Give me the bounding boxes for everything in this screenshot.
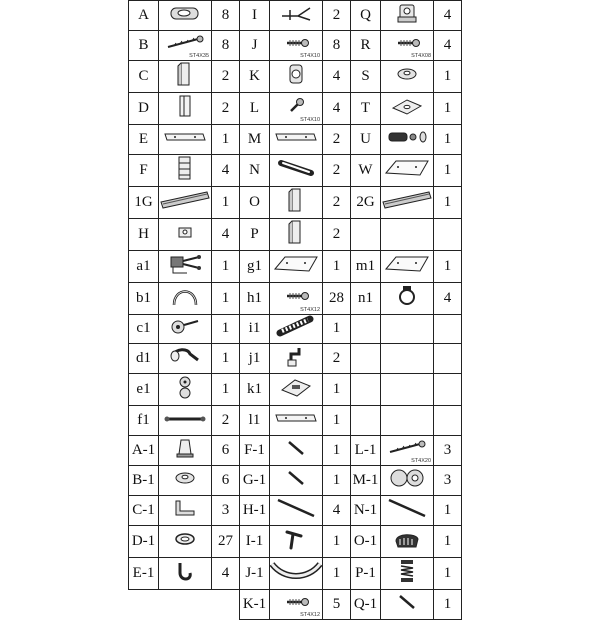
parts-row	[129, 590, 462, 620]
part-code: ST4X12	[300, 611, 320, 618]
part-illustration	[381, 558, 434, 590]
part-quantity: 1	[212, 344, 240, 374]
empty-cell	[351, 374, 381, 406]
part-code: ST4X10	[300, 52, 320, 59]
empty-cell	[351, 218, 381, 250]
part-quantity: 6	[212, 466, 240, 496]
part-label: C	[129, 60, 159, 92]
clip-icon	[270, 2, 322, 29]
part-quantity: 2	[323, 1, 351, 31]
part-code: ST4X20	[411, 458, 431, 465]
part-label: b1	[129, 282, 159, 314]
part-illustration	[270, 526, 323, 558]
part-illustration	[270, 250, 323, 282]
part-quantity: 1	[434, 590, 462, 620]
elbow-bracket-icon	[270, 344, 322, 373]
rail-icon	[159, 188, 211, 217]
part-quantity: 8	[212, 1, 240, 31]
parts-list-table	[128, 0, 462, 620]
part-label: Q-1	[351, 590, 381, 620]
part-label: N-1	[351, 496, 381, 526]
part-quantity: 1	[434, 124, 462, 154]
angle-bracket-icon	[159, 497, 211, 524]
part-quantity: 1	[212, 374, 240, 406]
part-illustration	[270, 496, 323, 526]
parts-row	[129, 250, 462, 282]
ring-clip-icon	[159, 531, 211, 552]
part-label: Q	[351, 1, 381, 31]
roller-icon	[270, 62, 322, 91]
foot-icon	[159, 436, 211, 465]
empty-cell	[381, 344, 434, 374]
empty-cell	[381, 406, 434, 436]
part-quantity: 2	[212, 60, 240, 92]
pin-icon	[270, 438, 322, 463]
part-illustration	[159, 344, 212, 374]
pin-icon	[381, 592, 433, 617]
part-quantity: 8	[323, 31, 351, 61]
part-label: i1	[240, 314, 270, 344]
part-quantity: 1	[323, 374, 351, 406]
part-quantity: 1	[434, 526, 462, 558]
valve-set-icon	[159, 251, 211, 282]
part-illustration	[381, 31, 434, 61]
part-quantity: 1	[434, 558, 462, 590]
part-quantity: 4	[212, 154, 240, 186]
part-illustration	[270, 154, 323, 186]
part-label: A-1	[129, 436, 159, 466]
part-label: j1	[240, 344, 270, 374]
part-label: F	[129, 154, 159, 186]
part-quantity: 1	[323, 406, 351, 436]
part-label: U	[351, 124, 381, 154]
parts-row	[129, 186, 462, 218]
part-quantity: 4	[323, 92, 351, 124]
part-label: H-1	[240, 496, 270, 526]
part-quantity: 2	[323, 124, 351, 154]
part-quantity: 4	[212, 558, 240, 590]
part-illustration	[270, 60, 323, 92]
t-wrench-icon	[270, 526, 322, 557]
glass-panel-icon	[381, 157, 433, 184]
part-quantity: 4	[434, 282, 462, 314]
part-illustration	[381, 526, 434, 558]
part-quantity: 1	[323, 526, 351, 558]
part-illustration	[381, 124, 434, 154]
flat-strip-icon	[159, 130, 211, 149]
part-quantity: 3	[434, 466, 462, 496]
part-label: K-1	[240, 590, 270, 620]
part-label: f1	[129, 406, 159, 436]
part-illustration	[381, 1, 434, 31]
part-quantity: 6	[212, 436, 240, 466]
part-quantity: 27	[212, 526, 240, 558]
wall-profile-icon	[159, 61, 211, 92]
part-illustration	[270, 558, 323, 590]
part-label: M	[240, 124, 270, 154]
part-quantity: 1	[323, 558, 351, 590]
part-label: F-1	[240, 436, 270, 466]
part-quantity: 1	[212, 186, 240, 218]
empty-cell	[434, 218, 462, 250]
wall-outlet-icon	[159, 315, 211, 342]
part-quantity: 4	[323, 496, 351, 526]
part-label: E	[129, 124, 159, 154]
parts-row	[129, 374, 462, 406]
part-illustration	[381, 496, 434, 526]
handle-bar-icon	[270, 159, 322, 182]
part-illustration	[159, 1, 212, 31]
part-quantity: 4	[212, 218, 240, 250]
part-illustration	[159, 92, 212, 124]
part-illustration	[381, 466, 434, 496]
part-illustration	[270, 124, 323, 154]
part-quantity: 4	[434, 1, 462, 31]
part-quantity: 1	[434, 154, 462, 186]
soap-holder-icon	[381, 527, 433, 556]
part-quantity: 1	[323, 466, 351, 496]
part-illustration	[159, 31, 212, 61]
empty-cell	[351, 314, 381, 344]
empty-cell	[381, 218, 434, 250]
part-quantity: 1	[434, 60, 462, 92]
part-illustration	[159, 526, 212, 558]
bracket-cap-icon	[159, 2, 211, 29]
part-label: B-1	[129, 466, 159, 496]
part-code: ST4X12	[300, 306, 320, 313]
hose-icon	[159, 283, 211, 314]
parts-row	[129, 466, 462, 496]
curved-track-icon	[270, 558, 322, 589]
part-quantity: 28	[323, 282, 351, 314]
part-quantity: 1	[434, 92, 462, 124]
mount-block-icon	[381, 1, 433, 30]
empty-cell	[351, 344, 381, 374]
part-illustration	[381, 60, 434, 92]
part-illustration	[270, 314, 323, 344]
part-label: P	[240, 218, 270, 250]
part-label: n1	[351, 282, 381, 314]
part-label: h1	[240, 282, 270, 314]
part-label: J-1	[240, 558, 270, 590]
part-label: O	[240, 186, 270, 218]
part-illustration	[381, 92, 434, 124]
parts-row	[129, 154, 462, 186]
slider-plate-icon	[270, 376, 322, 403]
part-illustration	[159, 496, 212, 526]
mesh-tube-icon	[270, 315, 322, 342]
empty-cell	[159, 590, 212, 620]
part-illustration	[381, 186, 434, 218]
part-quantity: 2	[323, 344, 351, 374]
part-label: G-1	[240, 466, 270, 496]
hook-icon	[159, 559, 211, 588]
part-label: a1	[129, 250, 159, 282]
part-label: d1	[129, 344, 159, 374]
part-illustration	[381, 250, 434, 282]
parts-row	[129, 496, 462, 526]
magnet-strip-icon	[159, 155, 211, 186]
parts-row	[129, 124, 462, 154]
empty-cell	[434, 314, 462, 344]
part-quantity: 4	[323, 60, 351, 92]
part-illustration	[381, 590, 434, 620]
part-illustration	[270, 344, 323, 374]
knobs-icon	[159, 374, 211, 405]
part-label: 2G	[351, 186, 381, 218]
pipe-clamp-icon	[381, 284, 433, 313]
parts-row	[129, 526, 462, 558]
flat-strip-icon	[270, 411, 322, 430]
part-label: k1	[240, 374, 270, 406]
part-label: J	[240, 31, 270, 61]
part-quantity: 1	[212, 124, 240, 154]
part-quantity: 2	[212, 92, 240, 124]
glass-panel-icon	[270, 253, 322, 280]
part-illustration	[270, 466, 323, 496]
part-label: I-1	[240, 526, 270, 558]
part-quantity: 8	[212, 31, 240, 61]
part-quantity: 2	[323, 218, 351, 250]
part-illustration	[159, 60, 212, 92]
empty-cell	[434, 406, 462, 436]
washer-disc-icon	[381, 65, 433, 88]
parts-row	[129, 31, 462, 61]
part-label: L	[240, 92, 270, 124]
spring-stack-icon	[381, 558, 433, 589]
part-quantity: 1	[434, 250, 462, 282]
washer-disc-icon	[159, 469, 211, 492]
part-illustration	[270, 436, 323, 466]
empty-cell	[434, 344, 462, 374]
part-label: m1	[351, 250, 381, 282]
part-illustration	[270, 406, 323, 436]
corner-post-icon	[270, 219, 322, 250]
part-illustration	[159, 436, 212, 466]
part-label: O-1	[351, 526, 381, 558]
part-label: P-1	[351, 558, 381, 590]
part-illustration	[159, 406, 212, 436]
part-label: g1	[240, 250, 270, 282]
cap-pair-icon	[381, 466, 433, 495]
part-code: ST4X10	[300, 116, 320, 123]
part-quantity: 5	[323, 590, 351, 620]
slide-rod-icon	[159, 412, 211, 430]
parts-row	[129, 558, 462, 590]
part-quantity: 2	[212, 406, 240, 436]
long-rod-icon	[381, 496, 433, 525]
parts-row	[129, 436, 462, 466]
part-quantity: 2	[323, 154, 351, 186]
part-quantity: 1	[323, 436, 351, 466]
part-label: D	[129, 92, 159, 124]
part-quantity: 1	[434, 496, 462, 526]
part-illustration	[270, 590, 323, 620]
part-illustration	[270, 282, 323, 314]
part-label: B	[129, 31, 159, 61]
parts-row	[129, 282, 462, 314]
part-label: D-1	[129, 526, 159, 558]
part-label: H	[129, 218, 159, 250]
part-label: 1G	[129, 186, 159, 218]
part-illustration	[159, 314, 212, 344]
part-illustration	[270, 1, 323, 31]
parts-row	[129, 1, 462, 31]
part-quantity: 3	[212, 496, 240, 526]
part-illustration	[381, 436, 434, 466]
part-illustration	[159, 466, 212, 496]
part-quantity: 2	[323, 186, 351, 218]
part-label: W	[351, 154, 381, 186]
part-illustration	[159, 282, 212, 314]
part-illustration	[159, 186, 212, 218]
part-illustration	[381, 154, 434, 186]
part-illustration	[159, 374, 212, 406]
part-illustration	[270, 218, 323, 250]
long-rod-icon	[270, 496, 322, 525]
part-quantity: 1	[212, 282, 240, 314]
part-illustration	[159, 250, 212, 282]
part-illustration	[159, 124, 212, 154]
empty-cell	[129, 590, 159, 620]
part-illustration	[270, 186, 323, 218]
part-label: l1	[240, 406, 270, 436]
part-label: R	[351, 31, 381, 61]
parts-row	[129, 344, 462, 374]
bolt-washer-icon	[381, 129, 433, 150]
empty-cell	[381, 314, 434, 344]
part-quantity: 1	[212, 314, 240, 344]
parts-row	[129, 60, 462, 92]
parts-row	[129, 92, 462, 124]
parts-row	[129, 218, 462, 250]
part-code: ST4X35	[189, 52, 209, 59]
part-illustration	[270, 31, 323, 61]
parts-row	[129, 406, 462, 436]
part-illustration	[381, 282, 434, 314]
hand-shower-icon	[159, 346, 211, 371]
glass-panel-icon	[381, 253, 433, 280]
part-label: M-1	[351, 466, 381, 496]
part-label: L-1	[351, 436, 381, 466]
empty-cell	[212, 590, 240, 620]
part-code: ST4X08	[411, 52, 431, 59]
flat-strip-icon	[270, 130, 322, 149]
part-illustration	[270, 374, 323, 406]
door-profile-icon	[159, 93, 211, 124]
part-illustration	[159, 218, 212, 250]
empty-cell	[381, 374, 434, 406]
part-quantity: 1	[434, 186, 462, 218]
part-illustration	[159, 558, 212, 590]
rail-icon	[381, 188, 433, 217]
part-label: K	[240, 60, 270, 92]
part-illustration	[159, 154, 212, 186]
part-quantity: 1	[323, 250, 351, 282]
part-quantity: 3	[434, 436, 462, 466]
part-label: T	[351, 92, 381, 124]
empty-cell	[434, 374, 462, 406]
part-label: I	[240, 1, 270, 31]
pin-icon	[270, 468, 322, 493]
part-illustration	[270, 92, 323, 124]
part-label: E-1	[129, 558, 159, 590]
small-block-icon	[159, 223, 211, 246]
part-label: S	[351, 60, 381, 92]
part-label: e1	[129, 374, 159, 406]
empty-cell	[351, 406, 381, 436]
part-quantity: 4	[434, 31, 462, 61]
part-label: A	[129, 1, 159, 31]
corner-post-icon	[270, 187, 322, 218]
part-quantity: 1	[212, 250, 240, 282]
part-label: C-1	[129, 496, 159, 526]
parts-row	[129, 314, 462, 344]
short-screw-icon	[270, 289, 322, 308]
tray-icon	[381, 96, 433, 121]
part-label: N	[240, 154, 270, 186]
part-label: c1	[129, 314, 159, 344]
part-quantity: 1	[323, 314, 351, 344]
